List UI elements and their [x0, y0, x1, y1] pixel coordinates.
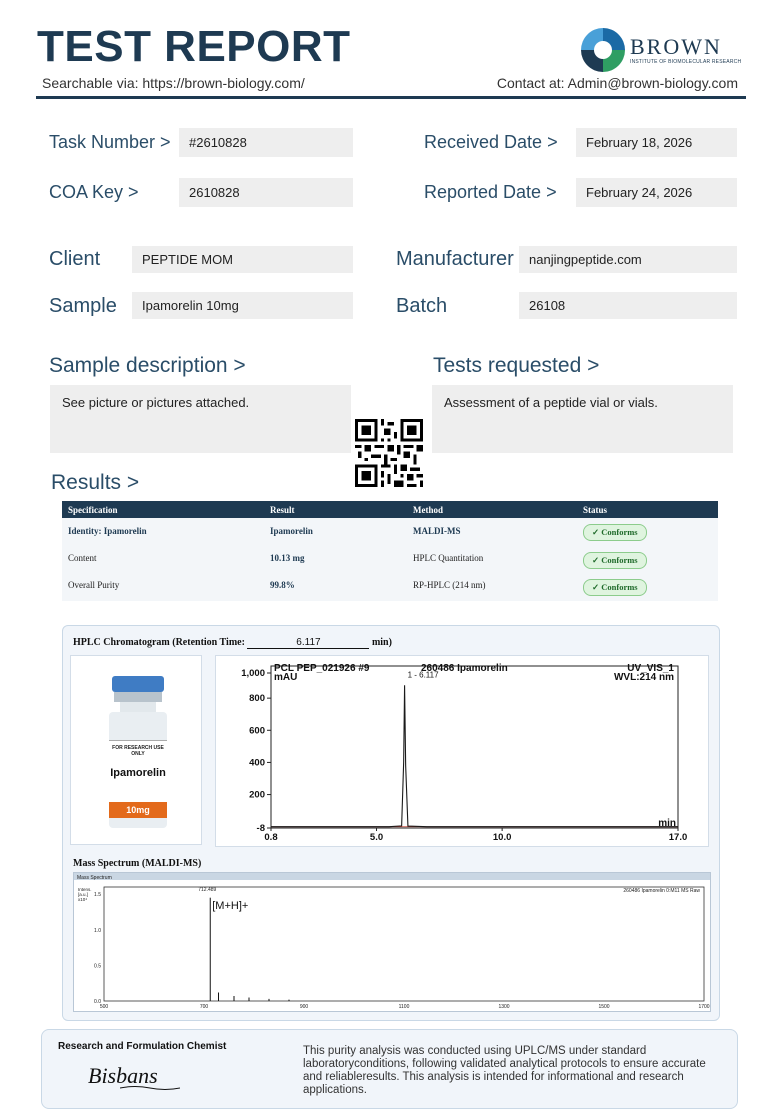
- client-label: Client: [49, 248, 101, 270]
- cell-spec: Overall Purity: [68, 580, 120, 590]
- searchable-url[interactable]: Searchable via: https://brown-biology.com/: [42, 75, 305, 91]
- cell-method: RP-HPLC (214 nm): [413, 580, 486, 590]
- cell-result: 10.13 mg: [270, 553, 305, 563]
- chemist-label: Research and Formulation Chemist: [58, 1041, 227, 1052]
- table-row: [62, 547, 718, 574]
- hplc-chart-frame: [215, 655, 709, 847]
- header-divider: [36, 96, 746, 99]
- client-value: PEPTIDE MOM: [132, 246, 353, 273]
- ms-inner-title: Mass Spectrum: [77, 875, 112, 881]
- ms-y-tick-label: 1.0: [94, 927, 101, 934]
- task-number-label: Task Number >: [49, 132, 171, 152]
- tests-requested-label: Tests requested >: [433, 354, 600, 377]
- tests-requested-box: Assessment of a peptide vial or vials.: [432, 385, 733, 453]
- ms-annotation: [M+H]+: [212, 900, 249, 912]
- vial-image: [70, 655, 202, 845]
- coa-key-label: COA Key >: [49, 182, 139, 202]
- retention-time-value: 6.117: [247, 637, 369, 649]
- sample-description-box: See picture or pictures attached.: [50, 385, 351, 453]
- chart-header-left: PCL PEP_021926 #9: [274, 663, 370, 674]
- y-tick-label: 600: [249, 725, 265, 737]
- y-tick-label: 200: [249, 789, 265, 801]
- status-badge: ✓ Conforms: [583, 579, 647, 596]
- ms-x-tick-label: 1700: [698, 1004, 710, 1010]
- brown-logo-icon: [581, 28, 625, 72]
- ms-x-tick-label: 900: [299, 1004, 309, 1010]
- reported-date-value: February 24, 2026: [576, 178, 737, 207]
- chart-header-right: UV_VIS_1: [627, 663, 674, 674]
- reported-date-label: Reported Date >: [424, 182, 557, 202]
- x-tick-label: 17.0: [668, 832, 688, 843]
- cell-spec: Content: [68, 553, 97, 563]
- ms-y-label: Intens.: [78, 887, 92, 892]
- ms-peak-label: 712.489: [198, 887, 217, 893]
- ms-x-tick-label: 500: [99, 1004, 109, 1010]
- ms-y-label: [a.u.]: [78, 892, 89, 897]
- chart-header-mid: 260486 Ipamorelin: [421, 663, 508, 674]
- x-axis-label: min: [658, 818, 676, 829]
- vial-label-name: Ipamorelin: [110, 767, 166, 779]
- cell-result: Ipamorelin: [270, 526, 313, 536]
- peak-label: 1 - 6.117: [407, 670, 439, 680]
- qr-code-icon[interactable]: [355, 419, 423, 487]
- sample-label: Sample: [49, 295, 117, 317]
- y-tick-label: 400: [249, 757, 265, 769]
- ms-x-tick-label: 700: [199, 1004, 209, 1010]
- cell-spec: Identity: Ipamorelin: [68, 526, 147, 536]
- ms-title-bar: [74, 873, 710, 880]
- x-tick-label: 10.0: [492, 832, 512, 843]
- col-specification: Specification: [68, 505, 118, 515]
- received-date-label: Received Date >: [424, 132, 558, 152]
- vial-dose-band: 10mg: [109, 802, 167, 818]
- ms-plot-area: [104, 887, 704, 1001]
- report-title: TEST REPORT: [37, 22, 351, 71]
- ms-x-tick-label: 1100: [398, 1004, 410, 1010]
- col-method: Method: [413, 505, 443, 515]
- y-axis-label: mAU: [274, 672, 298, 683]
- wavelength-label: WVL:214 nm: [613, 672, 674, 683]
- x-tick-label: 0.8: [264, 832, 278, 843]
- brand-name: BROWN: [630, 34, 722, 59]
- plot-area: [271, 666, 678, 828]
- table-row: [62, 574, 718, 601]
- y-tick-label: -8: [256, 823, 265, 834]
- ms-top-right-label: 260486 Ipamorelin 0:M11 MS Raw: [623, 888, 700, 894]
- ms-y-tick-label: 0.5: [94, 963, 101, 970]
- vial-label: [109, 740, 167, 807]
- ms-x-tick-label: 1500: [598, 1004, 610, 1010]
- vial-cap: [112, 676, 164, 692]
- batch-value: 26108: [519, 292, 737, 319]
- contact-email[interactable]: Contact at: Admin@brown-biology.com: [496, 75, 738, 91]
- task-number-value: #2610828: [179, 128, 353, 157]
- brand-subtitle: INSTITUTE OF BIOMOLECULAR RESEARCH: [630, 59, 742, 65]
- vial-label-line1: FOR RESEARCH USE ONLY: [112, 745, 164, 757]
- table-row: [62, 520, 718, 547]
- mass-spectrum-chart: [74, 873, 710, 1011]
- chromatogram-title-suffix: min): [371, 637, 392, 648]
- received-date-value: February 18, 2026: [576, 128, 737, 157]
- y-tick-label: 800: [249, 693, 265, 705]
- sample-description-label: Sample description >: [49, 354, 246, 377]
- signature-underline: [120, 1085, 180, 1091]
- ms-y-tick-label: 0.0: [94, 999, 101, 1005]
- chromatogram-title: [73, 637, 392, 649]
- ms-chart-frame: [73, 872, 711, 1012]
- cell-method: MALDI-MS: [413, 526, 461, 536]
- manufacturer-value: nanjingpeptide.com: [519, 246, 737, 273]
- chromatogram-trace: [271, 685, 678, 826]
- batch-label: Batch: [396, 295, 448, 317]
- coa-key-value: 2610828: [179, 178, 353, 207]
- col-result: Result: [270, 505, 295, 515]
- disclaimer-text: This purity analysis was conducted using UPLC/MS under standard laboratoryconditions, following validated analytical protocols to ensure accurate and reliableresults. This analysis is intended for informational and research applications.: [303, 1045, 706, 1096]
- status-badge: ✓ Conforms: [583, 524, 647, 541]
- hplc-chromatogram-chart: [216, 656, 708, 846]
- ms-y-label: x10⁴: [78, 897, 88, 902]
- ms-x-tick-label: 1300: [498, 1004, 510, 1010]
- y-tick-label: 1,000: [241, 668, 265, 679]
- sample-value: Ipamorelin 10mg: [132, 292, 353, 319]
- status-badge: ✓ Conforms: [583, 552, 647, 569]
- cell-method: HPLC Quantitation: [413, 553, 484, 563]
- results-table-header: [62, 501, 718, 518]
- ms-y-tick-label: 1.5: [94, 892, 101, 899]
- results-label: Results >: [51, 471, 140, 494]
- vial-crimp: [114, 692, 162, 702]
- col-status: Status: [583, 505, 608, 515]
- mass-spectrum-title: Mass Spectrum (MALDI-MS): [73, 858, 202, 869]
- x-tick-label: 5.0: [369, 832, 384, 843]
- cell-result: 99.8%: [270, 580, 295, 590]
- chromatogram-title-prefix: HPLC Chromatogram (Retention Time:: [73, 637, 245, 648]
- manufacturer-label: Manufacturer: [396, 248, 514, 270]
- chemist-signature: Bisbans: [88, 1063, 158, 1088]
